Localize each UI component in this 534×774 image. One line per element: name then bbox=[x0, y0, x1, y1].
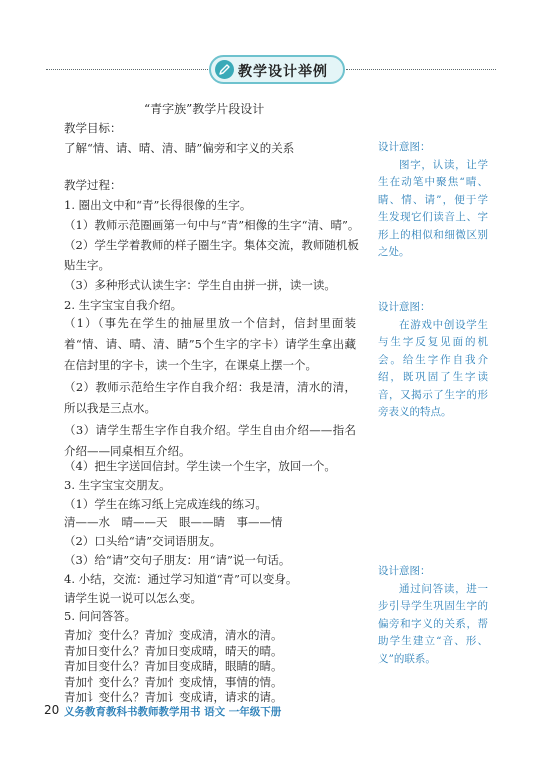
body-paragraph: （1）（事先在学生的抽屉里放一个信封，信封里面装着“情、请、晴、清、睛”5个生字的字卡）请学生拿出藏在信封里的字卡，读一个生字，在课桌上摆一个。 bbox=[64, 316, 356, 372]
body-line: 青加忄变什么？青加忄变成情，事情的情。 bbox=[64, 674, 283, 689]
banner-label: 教学设计举例 bbox=[238, 64, 328, 80]
body-line: （3）多种形式认读生字：学生自由拼一拼，读一读。 bbox=[64, 278, 336, 292]
design-note-title: 设计意图： bbox=[378, 141, 431, 153]
body-line: 青加日变什么？青加日变成晴，晴天的晴。 bbox=[64, 643, 283, 658]
body-paragraph: （3）请学生帮生字作自我介绍。学生自由介绍——指名介绍——同桌相互介绍。 bbox=[64, 423, 356, 458]
header-divider-right bbox=[346, 69, 496, 70]
book-title: 义务教育教科书教师教学用书 语文 一年级下册 bbox=[64, 706, 282, 718]
body-line: 2. 生字宝宝自我介绍。 bbox=[64, 298, 183, 312]
body-line: 清——水 晴——天 眼——睛 事——情 bbox=[64, 515, 283, 530]
design-note-title: 设计意图： bbox=[378, 301, 431, 313]
body-line: （1）学生在练习纸上完成连线的练习。 bbox=[64, 496, 267, 511]
design-note-text: 在游戏中创设学生与生字反复见面的机会。给生字作自我介绍，既巩固了生字读音，又揭示了生字的形旁表义的特点。 bbox=[378, 318, 488, 418]
section-banner bbox=[209, 55, 345, 84]
body-line: 3. 生字宝宝交朋友。 bbox=[64, 477, 171, 492]
lesson-title: “青字族”教学片段设计 bbox=[144, 102, 265, 116]
body-line: 了解“情、请、晴、清、睛”偏旁和字义的关系 bbox=[64, 141, 295, 155]
page-number: 20 bbox=[44, 703, 60, 717]
body-line: 青加目变什么？青加目变成睛，眼睛的睛。 bbox=[64, 659, 283, 673]
design-note-text: 图字，认读，让学生在动笔中聚焦“晴、睛、情、请”，便于学生发现它们读音上、字形上的相似和细微区别之处。 bbox=[378, 158, 488, 258]
body-line: （2）学生学着教师的样子圈生字。集体交流，教师随机板 bbox=[64, 238, 359, 252]
body-line: 贴生字。 bbox=[64, 258, 110, 272]
pencil-check-icon bbox=[215, 60, 234, 79]
body-line: 请学生说一说可以怎么变。 bbox=[64, 590, 202, 605]
design-note bbox=[378, 139, 488, 262]
body-line: （1）教师示范圈画第一句中与“青”相像的生字“清、晴”。 bbox=[64, 218, 360, 232]
body-line: （3）给“请”交句子朋友：用“请”说一句话。 bbox=[64, 553, 291, 567]
body-line: 4. 小结，交流：通过学习知道“青”可以变身。 bbox=[64, 571, 298, 586]
body-line: 5. 问问答答。 bbox=[64, 609, 137, 624]
design-note-text: 通过问答读，进一步引导学生巩固生字的偏旁和字义的关系，帮助学生建立“音、形、义”的联系。 bbox=[378, 582, 488, 665]
body-line: （4）把生字送回信封。学生读一个生字，放回一个。 bbox=[64, 459, 336, 473]
body-line: 教学过程： bbox=[64, 178, 122, 192]
header-divider-left bbox=[46, 69, 208, 70]
body-line: 教学目标： bbox=[64, 121, 122, 135]
design-note bbox=[378, 563, 488, 668]
body-line: （2）口头给“请”交词语朋友。 bbox=[64, 534, 222, 549]
body-line: 1. 圈出文中和“青”长得很像的生字。 bbox=[64, 198, 252, 212]
design-note-title: 设计意图： bbox=[378, 565, 431, 577]
body-paragraph: （2）教师示范给生字作自我介绍：我是清，清水的清，所以我是三点水。 bbox=[64, 380, 356, 415]
design-note bbox=[378, 299, 488, 422]
body-line: 青加讠变什么？青加讠变成请，请求的请。 bbox=[64, 690, 283, 704]
body-line: 青加氵变什么？青加氵变成清，清水的清。 bbox=[64, 628, 283, 642]
